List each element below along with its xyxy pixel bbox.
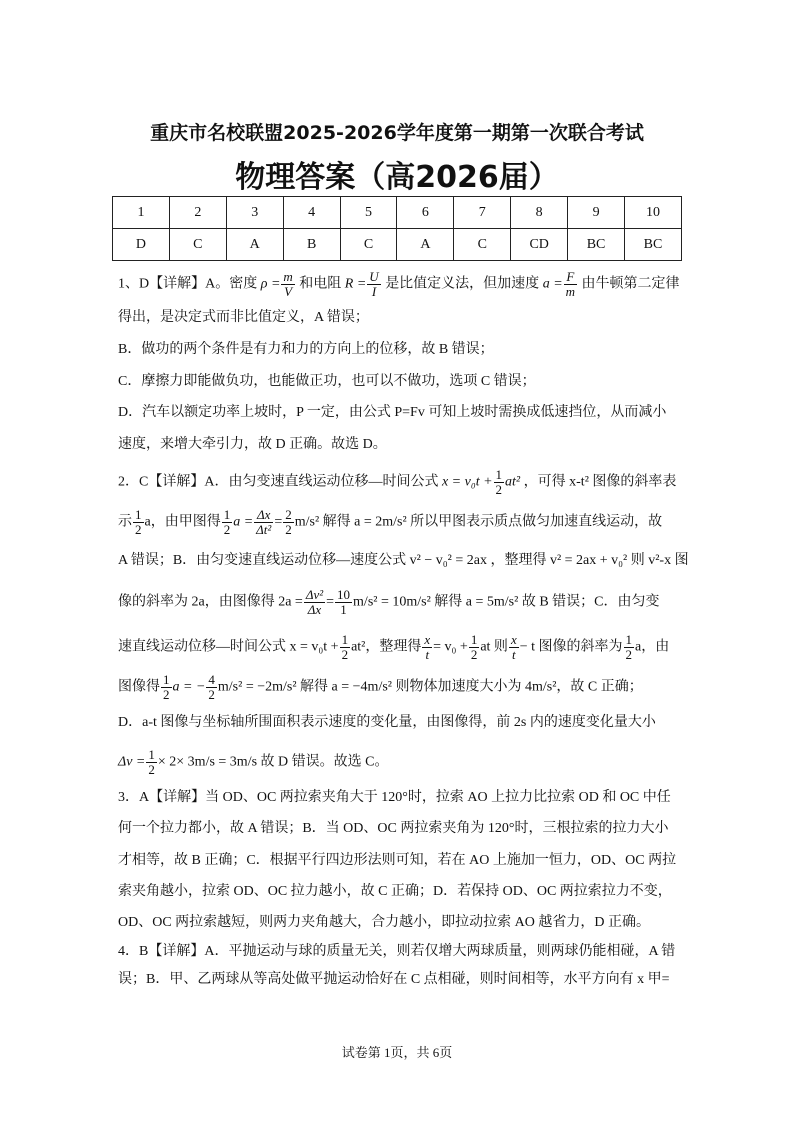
numerator: 1: [135, 507, 142, 522]
text: =: [326, 594, 335, 610]
q4-line-1: 4．B【详解】A．平抛运动与球的质量无关，则若仅增大两球质量，则两球仍能相碰，A 错: [118, 944, 676, 959]
q4-line-2: 误；B．甲、乙两球从等高处做平抛运动恰好在 C 点相碰，则时间相等，水平方向有 x 甲=: [118, 972, 670, 987]
fraction: [222, 508, 233, 537]
denominator: 2: [495, 482, 503, 497]
numerator: m: [283, 269, 293, 284]
denominator: 1: [340, 602, 347, 617]
fraction: [340, 633, 351, 662]
numerator: 1: [470, 632, 478, 647]
denominator: 2: [135, 522, 142, 537]
numerator: U: [369, 269, 379, 284]
text: 示: [118, 514, 132, 530]
table-cell: C: [340, 229, 397, 261]
formula: a =: [233, 514, 254, 530]
denominator: 2: [163, 687, 170, 702]
denominator: 2: [208, 687, 215, 702]
fraction: [509, 633, 519, 662]
denominator: V: [284, 284, 293, 299]
q2-line-8: [118, 748, 683, 777]
formula: at²: [505, 474, 521, 490]
fraction: [206, 673, 217, 702]
fraction: [367, 270, 380, 299]
q3-line-5: OD、OC 两拉索越短，则两力夹角越大，合力越小，即拉动拉索 AO 越省力，D 正确。: [118, 915, 650, 930]
table-cell: 6: [397, 197, 454, 229]
fraction: [564, 270, 577, 299]
numerator: 1: [223, 507, 231, 522]
table-cell: CD: [511, 229, 568, 261]
numerator: 1: [625, 632, 633, 647]
table-cell: C: [169, 229, 226, 261]
q1-line-1: [118, 270, 683, 299]
numerator: 2: [285, 507, 292, 522]
text: = v₀ +: [433, 639, 468, 655]
table-cell: 9: [568, 197, 625, 229]
numerator: Δx: [254, 508, 273, 523]
numerator: F: [564, 270, 577, 285]
q2-line-1: [118, 468, 683, 497]
text: 是比值定义法，但加速度: [385, 276, 540, 292]
numerator: 1: [163, 672, 170, 687]
fraction: [161, 673, 172, 702]
denominator: t: [425, 647, 430, 662]
fraction: [335, 588, 352, 617]
table-cell: 5: [340, 197, 397, 229]
text: at²，整理得: [351, 639, 422, 655]
denominator: Δt²: [256, 522, 272, 537]
table-cell: 7: [454, 197, 511, 229]
denominator: 2: [470, 647, 478, 662]
text: ，可得 x-t² 图像的斜率表: [523, 474, 677, 490]
denominator: m: [565, 284, 576, 299]
denominator: 2: [285, 522, 292, 537]
fraction: [624, 633, 635, 662]
q2-line-2: [118, 508, 683, 537]
formula: a = −: [172, 679, 206, 695]
fraction: [146, 748, 157, 777]
text: 由牛顿第二定律: [581, 276, 680, 292]
q2-line-4: [118, 588, 683, 617]
denominator: I: [371, 284, 377, 299]
denominator: t: [512, 647, 516, 662]
fraction: [422, 633, 432, 662]
denominator: Δx: [307, 602, 322, 617]
fraction: [283, 508, 294, 537]
page-footer: 试卷第 1页，共 6页: [341, 1045, 453, 1060]
numerator: 10: [337, 587, 351, 602]
fraction: [254, 508, 273, 537]
q2-line-7: D．a-t 图像与坐标轴所围面积表示速度的变化量，由图像得，前 2s 内的速度变化量大小: [118, 715, 656, 730]
denominator: 2: [341, 647, 349, 662]
q3-line-3: 才相等，故 B 正确；C．根据平行四边形法则可知，若在 AO 上施加一恒力，OD、OC 两拉: [118, 853, 677, 868]
numerator: 1: [495, 467, 503, 482]
fraction: [281, 270, 294, 299]
q2-line-3: A 错误；B．由匀变速直线运动位移—速度公式 v² − v₀² = 2ax ，整理得 v² = 2ax + v₀² 则 v²-x 图: [118, 553, 689, 568]
denominator: 2: [625, 647, 633, 662]
table-cell: 2: [169, 197, 226, 229]
text: 像的斜率为 2a，由图像得 2a =: [118, 594, 303, 610]
table-cell: A: [397, 229, 454, 261]
formula: a =: [542, 276, 563, 292]
text: a，由甲图得: [144, 514, 221, 530]
answer-title: 物理答案（高2026届）: [235, 160, 559, 195]
q3-line-2: 何一个拉力都小，故 A 错误；B．当 OD、OC 两拉索夹角为 120°时，三根拉索的拉力大小: [118, 821, 669, 836]
exam-title: 重庆市名校联盟2025-2026学年度第一期第一次联合考试: [150, 122, 644, 144]
numerator: 1: [148, 747, 155, 762]
q1-line-6: 速度，来增大牵引力，故 D 正确。故选 D。: [118, 437, 387, 452]
numerator: Δv²: [305, 587, 324, 602]
text: m/s² = 10m/s² 解得 a = 5m/s² 故 B 错误；C．由匀变: [353, 594, 660, 610]
text: 和电阻: [299, 276, 342, 292]
text: × 2× 3m/s = 3m/s 故 D 错误。故选 C。: [157, 754, 389, 770]
text: 1、D【详解】A。密度: [118, 276, 258, 292]
table-cell: BC: [568, 229, 625, 261]
table-cell: B: [283, 229, 340, 261]
table-cell: A: [226, 229, 283, 261]
formula: R =: [344, 276, 367, 292]
numerator: x: [510, 632, 517, 647]
table-cell: 1: [113, 197, 170, 229]
question-number-row: [113, 197, 682, 229]
denominator: 2: [148, 762, 155, 777]
formula: Δv =: [118, 754, 146, 770]
q1-line-2: 得出，是决定式而非比值定义，A 错误；: [118, 310, 369, 325]
q2-line-6: [118, 673, 683, 702]
text: a，由: [635, 639, 670, 655]
answer-row: [113, 229, 682, 261]
numerator: x: [424, 632, 431, 647]
q2-line-5: [118, 633, 683, 662]
numerator: 1: [341, 632, 349, 647]
text: − t 图像的斜率为: [519, 639, 623, 655]
table-cell: D: [113, 229, 170, 261]
numerator: 4: [208, 672, 215, 687]
formula: ρ =: [260, 276, 281, 292]
table-cell: 10: [625, 197, 682, 229]
q1-line-5: D．汽车以额定功率上坡时，P 一定，由公式 P=Fv 可知上坡时需换成低速挡位，从而减小: [118, 405, 667, 420]
fraction: [469, 633, 480, 662]
fraction: [133, 508, 144, 537]
formula: x = v₀t +: [441, 474, 493, 490]
text: 图像得: [118, 679, 160, 695]
table-cell: BC: [625, 229, 682, 261]
q1-line-4: C．摩擦力即能做负功，也能做正功，也可以不做功，选项 C 错误；: [118, 374, 536, 389]
text: m/s² = −2m/s² 解得 a = −4m/s² 则物体加速度大小为 4m/s²，故 C 正确；: [217, 679, 643, 695]
fraction: [304, 588, 325, 617]
table-cell: 8: [511, 197, 568, 229]
fraction: [494, 468, 505, 497]
table-cell: 3: [226, 197, 283, 229]
text: at 则: [480, 639, 508, 655]
q3-line-4: 索夹角越小，拉索 OD、OC 拉力越小，故 C 正确；D．若保持 OD、OC 两拉索拉力不变，: [118, 884, 672, 899]
denominator: 2: [223, 522, 231, 537]
answer-table: [112, 196, 682, 261]
q1-line-3: B．做功的两个条件是有力和力的方向上的位移，故 B 错误；: [118, 342, 494, 357]
text: m/s² 解得 a = 2m/s² 所以甲图表示质点做匀加速直线运动，故: [294, 514, 663, 530]
text: 2．C【详解】A．由匀变速直线运动位移—时间公式: [118, 474, 439, 490]
text: 速直线运动位移—时间公式 x = v₀t +: [118, 639, 339, 655]
q3-line-1: 3．A【详解】当 OD、OC 两拉索夹角大于 120°时，拉索 AO 上拉力比拉索 OD 和 OC 中任: [118, 790, 671, 805]
text: =: [274, 514, 283, 530]
table-cell: 4: [283, 197, 340, 229]
table-cell: C: [454, 229, 511, 261]
